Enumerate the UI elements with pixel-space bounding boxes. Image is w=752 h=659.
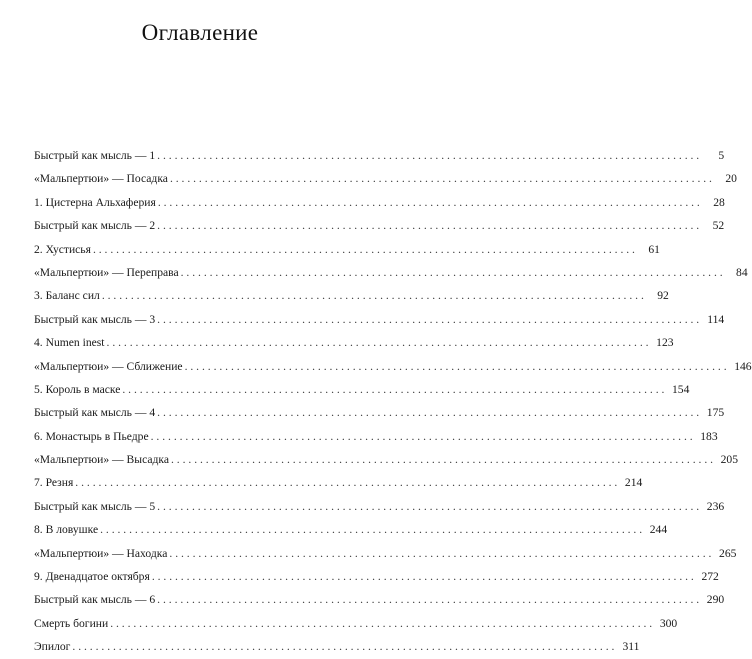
toc-entry-title: 9. Двенадцатое октября (34, 570, 150, 584)
dot-leader (157, 495, 699, 518)
toc-entry-page-number: 214 (624, 476, 643, 490)
toc-entry (34, 378, 690, 401)
toc-entry-title: Быстрый как мысль — 2 (34, 219, 156, 233)
toc-entry (34, 308, 725, 331)
toc-entry-page-number: 300 (659, 616, 678, 630)
toc-entry (34, 425, 718, 448)
toc-entry-title: «Мальпертюи» — Находка (34, 546, 168, 560)
toc-entry (34, 542, 737, 565)
dot-leader (102, 284, 644, 307)
toc-entry (34, 518, 668, 541)
toc-entry-page-number: 290 (706, 593, 725, 607)
toc-entry (34, 214, 725, 237)
toc-entry-title: 7. Резня (34, 476, 74, 490)
toc-entry (34, 167, 737, 190)
dot-leader (157, 144, 699, 167)
toc-entry-page-number: 154 (672, 382, 690, 396)
dot-leader (158, 191, 700, 214)
dot-leader (170, 167, 712, 190)
toc-entry (34, 261, 748, 284)
toc-entry-title: Быстрый как мысль — 4 (34, 406, 156, 420)
dot-leader (75, 471, 617, 494)
toc-entry (34, 612, 678, 635)
toc-entry (34, 284, 669, 307)
toc-entry-page-number: 20 (725, 172, 737, 186)
toc-entry-page-number: 272 (701, 570, 719, 584)
toc-entry (34, 565, 719, 588)
toc-entry-page-number: 236 (706, 499, 725, 513)
dot-leader (185, 355, 727, 378)
toc-entry (34, 635, 640, 658)
dot-leader (152, 565, 694, 588)
toc-entry (34, 238, 660, 261)
toc-entry-page-number: 52 (712, 219, 725, 233)
page-title: Оглавление (141, 20, 259, 45)
dot-leader (169, 542, 711, 565)
toc-entry-title: 5. Король в маске (34, 382, 121, 396)
toc-entry-title: «Мальпертюи» — Посадка (34, 172, 168, 186)
toc-entry-page-number: 92 (657, 289, 669, 303)
toc-entry-page-number: 175 (706, 406, 725, 420)
toc-entry (34, 495, 725, 518)
dot-leader (157, 401, 699, 424)
toc-entry (34, 355, 752, 378)
toc-entry-title: Быстрый как мысль — 6 (34, 593, 156, 607)
dot-leader (157, 214, 699, 237)
dot-leader (157, 588, 699, 611)
toc-entry-page-number: 61 (648, 242, 660, 256)
toc-entry (34, 448, 739, 471)
table-of-contents (34, 144, 752, 659)
toc-entry-page-number: 146 (734, 359, 752, 373)
toc-entry (34, 191, 725, 214)
toc-entry-page-number: 265 (719, 546, 737, 560)
dot-leader (107, 331, 649, 354)
toc-entry-title: 8. В ловушке (34, 523, 99, 537)
toc-entry-page-number: 114 (707, 312, 725, 326)
toc-entry-title: 4. Numen inest (34, 336, 105, 350)
toc-entry (34, 401, 725, 424)
toc-entry (34, 471, 643, 494)
dot-leader (151, 425, 693, 448)
dot-leader (171, 448, 713, 471)
toc-entry-page-number: 5 (718, 149, 725, 162)
dot-leader (110, 612, 652, 635)
toc-entry (34, 588, 725, 611)
toc-entry (34, 144, 725, 167)
toc-entry-page-number: 123 (656, 336, 674, 350)
toc-entry-page-number: 244 (649, 523, 668, 537)
dot-leader (72, 635, 614, 658)
dot-leader (122, 378, 664, 401)
toc-entry-title: «Мальпертюи» — Высадка (34, 453, 169, 467)
toc-entry-page-number: 28 (713, 195, 725, 209)
toc-entry-page-number: 183 (700, 429, 718, 443)
dot-leader (157, 308, 699, 331)
toc-entry-title: «Мальпертюи» — Переправа (34, 265, 179, 279)
toc-entry-title: Быстрый как мысль — 5 (34, 499, 156, 513)
toc-entry-title: Быстрый как мысль — 3 (34, 312, 156, 326)
toc-entry-title: Смерть богини (34, 616, 109, 630)
toc-entry-title: 1. Цистерна Альхаферия (34, 195, 156, 209)
dot-leader (181, 261, 723, 284)
dot-leader (100, 518, 642, 541)
toc-entry-title: 6. Монастырь в Пьедре (34, 429, 149, 443)
toc-entry-title: Эпилог (34, 640, 71, 654)
toc-entry-page-number: 205 (720, 453, 739, 467)
toc-entry-title: Быстрый как мысль — 1 (34, 149, 156, 162)
toc-entry-page-number: 311 (622, 640, 640, 654)
toc-entry-title: 2. Хустисья (34, 242, 91, 256)
toc-entry-page-number: 84 (736, 265, 748, 279)
toc-entry-title: 3. Баланс сил (34, 289, 100, 303)
toc-entry (34, 331, 674, 354)
dot-leader (93, 238, 635, 261)
toc-entry-title: «Мальпертюи» — Сближение (34, 359, 183, 373)
